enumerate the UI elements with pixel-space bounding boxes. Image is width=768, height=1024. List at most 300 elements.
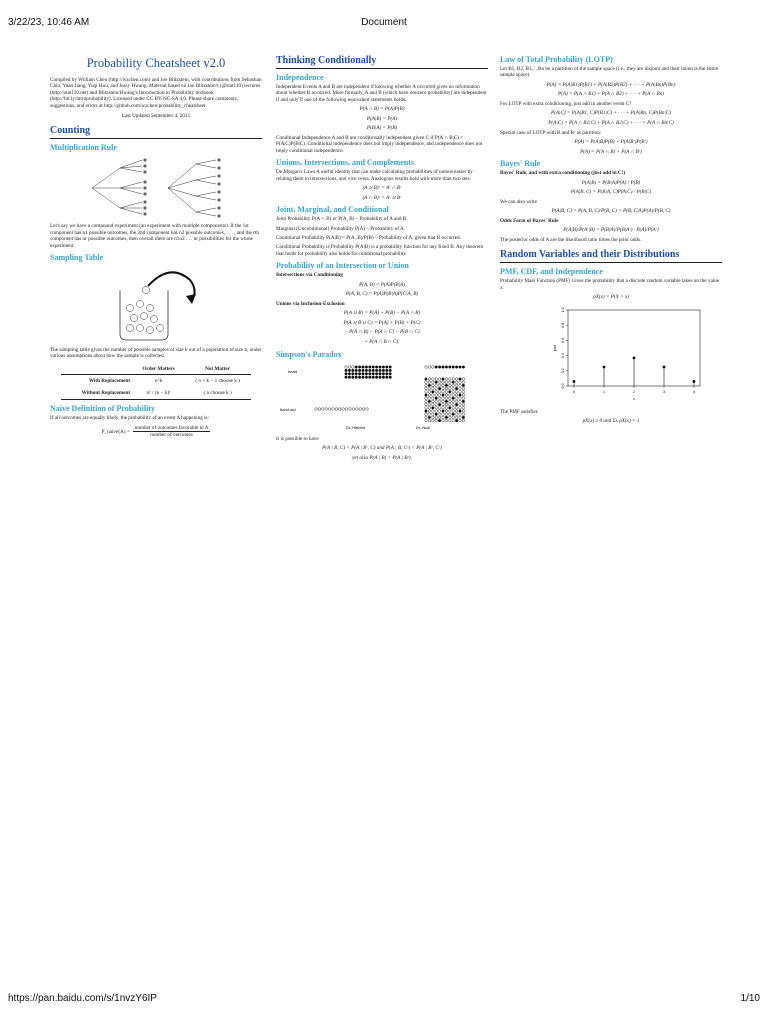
simpson-dot-filled <box>449 365 452 368</box>
simpson-dot-filled <box>379 369 382 372</box>
joint-text: Joint Probability P(A ∩ B) or P(A, B) – Probability of A and B. <box>276 216 408 223</box>
simpson-dot-empty <box>449 403 452 406</box>
simpson-dot-empty <box>335 407 338 410</box>
simpson-dot-filled <box>452 397 455 400</box>
simpson-dot-filled <box>362 369 365 372</box>
simpson-dot-empty <box>459 413 462 416</box>
simpson-dot-empty <box>459 416 462 419</box>
simpson-dot-filled <box>445 416 448 419</box>
tree-leaf-icons <box>143 159 220 218</box>
pmf-xlabel: x <box>633 395 635 401</box>
simpson-dot-empty <box>455 384 458 387</box>
lotp-eq-1: P(A) = P(A|B1)P(B1) + P(A|B2)P(B2) + · · · + P(A|Bn)P(Bn) <box>546 81 676 88</box>
simpson-dot-empty <box>445 409 448 412</box>
simpson-dot-empty <box>432 393 435 396</box>
simpson-dot-filled <box>382 365 385 368</box>
pmf-ylabel: pmf <box>552 344 557 351</box>
demorgan-eq-2: (A ∩ B)ᶜ = Aᶜ ∪ Bᶜ <box>362 194 402 201</box>
simpson-eq-1: P(A | B, C) < P(A | Bᶜ, C) and P(A | B, Cᶜ) < P(A | Bᶜ, Cᶜ) <box>322 445 442 452</box>
simpson-dot-filled <box>452 413 455 416</box>
simpson-dot-empty <box>459 419 462 422</box>
simpson-dot-empty <box>442 416 445 419</box>
simpson-dot-empty <box>425 390 428 393</box>
simpson-dot-filled <box>432 390 435 393</box>
tree-right <box>168 160 216 216</box>
lotp-special: Special case of LOTP with B and Bᶜ as partition: <box>500 129 602 136</box>
pmf-eq-2: pX(x) ≥ 0 and Σx pX(x) = 1 <box>582 418 640 424</box>
simpson-dot-empty <box>462 403 465 406</box>
row-without-replacement: Without Replacement <box>61 387 133 400</box>
jmc-heading: Joint, Marginal, and Conditional <box>276 205 389 215</box>
simpson-dot-empty <box>442 387 445 390</box>
odds-eq: P(A|B)/P(Aᶜ|B) = P(B|A)/P(B|Aᶜ) · P(A)/P(Aᶜ) <box>563 227 659 234</box>
simpson-dot-empty <box>428 390 431 393</box>
simpson-dot-filled <box>358 372 361 375</box>
tree-left <box>92 160 142 214</box>
simpson-dot-empty <box>352 365 355 368</box>
simpson-dot-empty <box>455 413 458 416</box>
simpson-dot-empty <box>438 397 441 400</box>
thinking-cond-heading: Thinking Conditionally <box>276 55 488 69</box>
naive-numerator: number of outcomes favorable to A <box>134 425 209 432</box>
simpson-dot-empty <box>432 365 435 368</box>
simpson-dot-empty <box>459 406 462 409</box>
naive-heading: Naive Definition of Probability <box>50 403 155 413</box>
cell-with-not: ( n + k − 1 choose k ) <box>195 377 240 384</box>
simpson-dot-empty <box>452 406 455 409</box>
middle-column <box>276 55 488 464</box>
simpson-dot-empty <box>462 406 465 409</box>
simpson-dot-empty <box>442 413 445 416</box>
tree-diagram <box>50 154 262 218</box>
simpson-dot-empty <box>442 403 445 406</box>
simpson-dot-empty <box>356 407 359 410</box>
simpson-dot-filled <box>462 365 465 368</box>
mult-rule-heading: Multiplication Rule <box>50 143 117 153</box>
simpson-dot-empty <box>362 407 365 410</box>
simpson-dot-filled <box>435 381 438 384</box>
simpson-dot-empty <box>432 381 435 384</box>
simpson-dot-empty <box>438 384 441 387</box>
simpson-dot-empty <box>449 397 452 400</box>
simpson-dot-empty <box>455 416 458 419</box>
simpson-dot-empty <box>455 377 458 380</box>
indep-eq-2: P(A|B) = P(A) <box>366 115 398 122</box>
simpson-dot-empty <box>438 400 441 403</box>
simpson-dot-filled <box>389 365 392 368</box>
simpson-dot-empty <box>366 407 369 410</box>
simpson-dot-empty <box>452 409 455 412</box>
right-column <box>500 55 722 428</box>
simpson-dot-empty <box>425 406 428 409</box>
simpson-dot-empty <box>322 407 325 410</box>
print-url: https://pan.baidu.com/s/1nvzY6IP <box>8 993 157 1004</box>
simpson-dot-empty <box>442 384 445 387</box>
simpson-dot-filled <box>449 390 452 393</box>
simpson-dot-empty <box>425 419 428 422</box>
simpson-dot-empty <box>449 377 452 380</box>
simpson-dot-filled <box>449 406 452 409</box>
simpson-dot-filled <box>352 372 355 375</box>
simpson-dot-filled <box>462 416 465 419</box>
mult-rule-text: Let's say we have a compound experiment (an experiment with multiple components). If the 1st component has n1 possible outcomes, the 2nd component has n2 possible outcomes, . . . , and the rth component has nr possible outcomes, then overall there are n1n2 . . . nr possibilities for the whole experiment. <box>50 223 259 249</box>
bayes-eq-1: P(A|B) = P(B|A)P(A) / P(B) <box>581 179 641 186</box>
simpson-dot-empty <box>432 397 435 400</box>
lotp-eq-3: P(A|C) = P(A|B1, C)P(B1|C) + · · · + P(A|Bn, C)P(Bn|C) <box>550 110 672 117</box>
pmf-ytick-label: 1.0 <box>561 307 565 313</box>
simpson-dot-filled <box>369 369 372 372</box>
simpson-dot-empty <box>352 407 355 410</box>
simpson-dot-chart <box>276 361 488 431</box>
left-column <box>50 55 262 442</box>
simpson-dot-filled <box>386 369 389 372</box>
simpson-dot-empty <box>455 381 458 384</box>
simpson-dot-filled <box>428 400 431 403</box>
simpson-dot-empty <box>435 406 438 409</box>
simpson-dot-filled <box>375 365 378 368</box>
simpson-dot-filled <box>365 365 368 368</box>
simpson-dot-filled <box>348 376 351 379</box>
simpson-dot-filled <box>435 413 438 416</box>
union-eq-2: P(A ∪ B ∪ C) = P(A) + P(B) + P(C) <box>343 319 421 326</box>
bayes-eq-3: P(A|B, C) = P(A, B, C)/P(B, C) = P(B, C|A)P(A)/P(B, C) <box>551 208 671 215</box>
intersect-heading: Probability of an Intersection or Union <box>276 261 409 271</box>
simpson-dots <box>315 365 465 421</box>
simpson-dot-empty <box>332 407 335 410</box>
union-eq-4: + P(A ∩ B ∩ C). <box>364 339 400 346</box>
simpson-dot-empty <box>432 419 435 422</box>
condprob-text: Conditional Probability is Probability P(A|B) is a probability function for any fixed B. Any theorem that holds for probability also holds for conditional probability. <box>276 244 484 257</box>
simpson-dot-empty <box>345 407 348 410</box>
simpson-dot-empty <box>428 403 431 406</box>
simpson-dot-empty <box>432 377 435 380</box>
unions-heading: Unions, Intersections, and Complements <box>276 158 415 168</box>
simpson-dot-empty <box>349 407 352 410</box>
pmf-eq: pX(x) = P(X = x) <box>593 294 629 300</box>
lotp-extra: For LOTP with extra conditioning, just add in another event C! <box>500 101 632 107</box>
simpson-dot-filled <box>428 384 431 387</box>
simpson-dot-filled <box>379 376 382 379</box>
simpson-dot-filled <box>358 376 361 379</box>
simpson-dot-filled <box>372 369 375 372</box>
simpson-dot-filled <box>382 372 385 375</box>
simpson-dot-empty <box>452 419 455 422</box>
simpson-dot-empty <box>462 381 465 384</box>
simpson-dot-empty <box>462 413 465 416</box>
simpson-row-heart: heart <box>288 368 298 374</box>
simpson-dot-filled <box>348 369 351 372</box>
simpson-dot-filled <box>372 376 375 379</box>
simpson-dot-empty <box>348 365 351 368</box>
print-header <box>0 17 768 31</box>
simpson-dot-empty <box>425 403 428 406</box>
simpson-dot-empty <box>445 419 448 422</box>
simpson-dot-filled <box>459 377 462 380</box>
simpson-dot-empty <box>445 413 448 416</box>
simpson-dot-empty <box>438 381 441 384</box>
simpson-dot-filled <box>445 400 448 403</box>
simpson-dot-empty <box>428 397 431 400</box>
simpson-dot-empty <box>432 416 435 419</box>
conditional-text: Conditional Probability P(A|B) = P(A, B)/P(B) – Probability of A, given that B occurred. <box>276 235 461 242</box>
pmf-point <box>573 380 576 383</box>
simpson-dot-filled <box>362 372 365 375</box>
simpson-dot-empty <box>445 377 448 380</box>
simpson-dot-filled <box>352 376 355 379</box>
simpson-dot-empty <box>459 403 462 406</box>
simpson-dot-empty <box>435 377 438 380</box>
simpson-dot-empty <box>459 390 462 393</box>
simpson-dot-empty <box>432 387 435 390</box>
simpson-dot-empty <box>449 384 452 387</box>
simpson-dot-empty <box>449 387 452 390</box>
bayes-heading: Bayes' Rule <box>500 159 541 169</box>
lotp-text: Let B1, B2, B3, ...Bn be a partition of the sample space (i.e., they are disjoint and their union is the entire sample space). <box>500 66 719 79</box>
union-eq-1: P(A ∪ B) = P(A) + P(B) − P(A ∩ B) <box>343 310 421 317</box>
demorgan-text: De Morgan's Laws A useful identity that can make calculating probabilities of unions easier by relating them to intersections, and vice versa. Analogous results hold with more than two sets. <box>276 169 473 182</box>
simpson-dot-empty <box>435 390 438 393</box>
lotp-heading: Law of Total Probability (LOTP) <box>500 55 613 64</box>
simpson-dot-empty <box>459 387 462 390</box>
simpson-dot-empty <box>449 409 452 412</box>
simpson-dot-filled <box>386 365 389 368</box>
simpson-dot-filled <box>462 384 465 387</box>
simpson-dot-empty <box>459 400 462 403</box>
simpson-dot-filled <box>442 377 445 380</box>
simpson-dot-filled <box>445 384 448 387</box>
col-not-matter: Not Matter <box>184 364 251 375</box>
simpson-dot-filled <box>372 365 375 368</box>
simpson-dot-empty <box>449 400 452 403</box>
naive-denominator: number of outcomes <box>150 432 193 439</box>
simpson-dot-empty <box>455 390 458 393</box>
pmf-xtick-label: 1 <box>602 389 606 394</box>
simpson-dot-filled <box>425 393 428 396</box>
simpson-dot-empty <box>462 377 465 380</box>
simpson-dot-filled <box>358 369 361 372</box>
simpson-dot-filled <box>459 365 462 368</box>
intro-text: Compiled by William Chen (http://wzchen.com) and Joe Blitzstein, with contributions from Sebastian Chiu, Yuan Jiang, Yuqi Hou, and Jessy Hwang. Material based on Joe Blitzstein's (@stat110) lectures (http://stat110.net) and Blitzstein/Hwang's Introduction to Probability textbook (http://bit.ly/introprobability). Licensed under CC BY-NC-SA 4.0. Please share comments, suggestions, and errors at http://github.com/wzchen/probability_cheatsheet. <box>50 77 262 109</box>
pmf-point <box>693 380 696 383</box>
pmf-point <box>603 365 606 368</box>
simpson-dot-filled <box>365 369 368 372</box>
simpson-dot-empty <box>445 406 448 409</box>
simpson-dot-filled <box>345 376 348 379</box>
simpson-dot-empty <box>445 381 448 384</box>
simpson-dot-filled <box>372 372 375 375</box>
naive-text: If all outcomes are equally likely, the probability of an event A happening is: <box>50 414 209 421</box>
simpson-dot-filled <box>455 387 458 390</box>
simpson-dot-filled <box>365 372 368 375</box>
simpson-dot-filled <box>365 376 368 379</box>
simpson-dot-filled <box>438 403 441 406</box>
naive-lhs: P_naive(A) = <box>101 428 130 435</box>
simpson-dot-empty <box>339 407 342 410</box>
pmf-axes <box>561 307 700 394</box>
simpson-dot-empty <box>445 403 448 406</box>
simpson-dot-filled <box>438 365 441 368</box>
cheatsheet-page <box>50 55 725 533</box>
simpson-dot-empty <box>435 403 438 406</box>
cell-with-order: n^k <box>154 377 163 384</box>
simpson-dot-empty <box>462 390 465 393</box>
simpson-dot-empty <box>432 400 435 403</box>
simpson-dot-empty <box>442 406 445 409</box>
simpson-dot-empty <box>425 365 428 368</box>
simpson-dot-filled <box>369 365 372 368</box>
simpson-dot-filled <box>435 365 438 368</box>
simpson-dot-empty <box>432 403 435 406</box>
simpson-dot-empty <box>435 384 438 387</box>
simpson-dot-filled <box>389 376 392 379</box>
simpson-dot-filled <box>362 376 365 379</box>
simpson-eq-2: yet also P(A | B) > P(A | Bᶜ). <box>352 454 412 461</box>
pmf-point <box>633 356 636 359</box>
simpson-dot-empty <box>459 397 462 400</box>
lotp-eq-5: P(A) = P(A|B)P(B) + P(A|Bᶜ)P(Bᶜ) <box>574 139 648 145</box>
simpson-dot-empty <box>449 413 452 416</box>
simpson-dot-empty <box>455 409 458 412</box>
simpson-dot-empty <box>452 393 455 396</box>
sampling-text: The sampling table gives the number of possible samples of size k out of a population of size n, under various assumptions about how the sample is collected. <box>50 347 262 360</box>
simpson-dot-filled <box>438 419 441 422</box>
simpson-dot-empty <box>438 416 441 419</box>
simpson-dot-empty <box>435 400 438 403</box>
simpson-dot-empty <box>455 406 458 409</box>
simpson-dot-filled <box>345 372 348 375</box>
simpson-dot-empty <box>442 397 445 400</box>
simpson-dot-empty <box>432 384 435 387</box>
simpson-dot-filled <box>379 372 382 375</box>
pmf-ytick-label: 0.0 <box>561 383 565 389</box>
simpson-dot-empty <box>328 407 331 410</box>
simpson-dot-empty <box>449 393 452 396</box>
simpson-dot-empty <box>452 384 455 387</box>
simpson-dot-filled <box>348 372 351 375</box>
simpson-dot-empty <box>455 393 458 396</box>
simpson-dot-empty <box>425 413 428 416</box>
simpson-dot-filled <box>442 393 445 396</box>
simpson-dot-filled <box>435 397 438 400</box>
simpson-dot-filled <box>425 409 428 412</box>
simpson-dot-empty <box>315 407 318 410</box>
simpson-dot-empty <box>428 406 431 409</box>
simpson-dot-empty <box>462 419 465 422</box>
simpson-dot-empty <box>428 365 431 368</box>
pmf-xtick-label: 4 <box>692 389 696 394</box>
simpson-dot-filled <box>382 369 385 372</box>
simpson-dot-filled <box>452 365 455 368</box>
pmf-ytick-label: 0.8 <box>561 322 565 328</box>
simpson-dot-empty <box>455 397 458 400</box>
simpson-dot-empty <box>438 393 441 396</box>
pmf-point <box>663 365 666 368</box>
simpson-dot-filled <box>355 369 358 372</box>
sheet-title: Probability Cheatsheet v2.0 <box>86 56 226 70</box>
simpson-dot-empty <box>438 413 441 416</box>
simpson-dot-empty <box>425 384 428 387</box>
pmf-chart <box>500 304 722 404</box>
simpson-dot-empty <box>428 409 431 412</box>
simpson-dot-empty <box>432 413 435 416</box>
simpson-dot-filled <box>386 376 389 379</box>
simpson-dot-filled <box>355 365 358 368</box>
simpson-dot-filled <box>455 365 458 368</box>
rv-heading: Random Variables and their Distributions <box>500 249 722 263</box>
simpson-dot-empty <box>425 397 428 400</box>
independence-text: Independent Events A and B are independent if knowing whether A occurred gives no information about whether B occurred. More formally, A and B (which have nonzero probability) are independent if and only if one of the following equivalent statements holds: <box>276 84 487 103</box>
simpson-dot-empty <box>425 400 428 403</box>
print-page-number: 1/10 <box>740 993 760 1004</box>
simpson-dot-filled <box>345 369 348 372</box>
print-footer <box>0 993 768 1007</box>
simpson-dot-empty <box>428 393 431 396</box>
simpson-dot-filled <box>358 365 361 368</box>
simpson-dot-filled <box>375 376 378 379</box>
simpson-dot-empty <box>435 416 438 419</box>
bayes-eq-2: P(A|B, C) = P(B|A, C)P(A|C) / P(B|C) <box>570 189 652 196</box>
cond-indep-text: Conditional Independence A and B are conditionally independent given C if P(A ∩ B|C) = P(A|C)P(B|C). Conditional independence does not imply independence, and independence does not imply conditional independence. <box>276 135 483 154</box>
simpson-dot-empty <box>452 377 455 380</box>
simpson-dot-empty <box>445 387 448 390</box>
lotp-eq-4: P(A|C) = P(A ∩ B1|C) + P(A ∩ B2|C) + · · · + P(A ∩ Bn|C) <box>548 120 674 126</box>
simpson-dot-empty <box>452 403 455 406</box>
marginal-text: Marginal (Unconditional) Probability P(A) – Probability of A. <box>276 225 406 232</box>
simpson-text: It is possible to have <box>276 435 319 442</box>
simpson-label-nick: Dr. Nick <box>416 424 430 430</box>
simpson-dot-filled <box>382 376 385 379</box>
naive-formula <box>50 425 262 438</box>
int-eq-2: P(A, B, C) = P(A)P(B|A)P(C|A, B) <box>345 291 419 298</box>
simpson-dot-empty <box>428 377 431 380</box>
simpson-dot-filled <box>455 419 458 422</box>
simpson-dot-filled <box>455 403 458 406</box>
simpson-dot-filled <box>375 372 378 375</box>
simpson-dot-filled <box>428 416 431 419</box>
simpson-dot-filled <box>442 365 445 368</box>
simpson-heading: Simpson's Paradox <box>276 349 342 359</box>
simpson-dot-filled <box>362 365 365 368</box>
union-eq-3: − P(A ∩ B) − P(A ∩ C) − P(B ∩ C) <box>344 329 420 336</box>
simpson-dot-empty <box>425 387 428 390</box>
simpson-dot-filled <box>459 393 462 396</box>
indep-eq-3: P(B|A) = P(B) <box>366 125 398 132</box>
pmf-text: Probability Mass Function (PMF) Gives the probability that a discrete random variable takes on the value x. <box>500 278 720 291</box>
simpson-dot-filled <box>445 365 448 368</box>
lotp-eq-6: P(A) = P(A ∩ B) + P(A ∩ Bᶜ) <box>580 148 642 155</box>
simpson-dot-filled <box>389 372 392 375</box>
sampling-table <box>61 364 251 400</box>
simpson-dot-filled <box>389 369 392 372</box>
union-sub: Unions via Inclusion-Exclusion <box>276 300 345 307</box>
simpson-dot-empty <box>462 409 465 412</box>
simpson-dot-empty <box>462 397 465 400</box>
simpson-dot-filled <box>438 387 441 390</box>
counting-heading: Counting <box>50 125 262 139</box>
pmf-ytick-label: 0.4 <box>561 352 565 358</box>
pmf-xtick-label: 3 <box>662 389 666 394</box>
simpson-dot-filled <box>462 400 465 403</box>
simpson-dot-empty <box>452 387 455 390</box>
demorgan-eq-1: (A ∪ B)ᶜ = Aᶜ ∩ Bᶜ <box>362 185 402 192</box>
simpson-dot-filled <box>369 376 372 379</box>
simpson-dot-empty <box>445 397 448 400</box>
pmf-marks <box>573 356 696 386</box>
indep-eq-1: P(A ∩ B) = P(A)P(B) <box>359 106 405 113</box>
simpson-dot-filled <box>369 372 372 375</box>
simpson-dot-filled <box>355 376 358 379</box>
simpson-dot-empty <box>325 407 328 410</box>
